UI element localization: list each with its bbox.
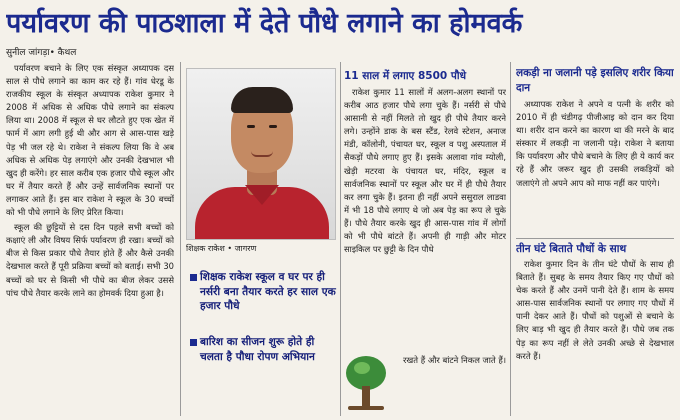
pull-quote-text: बारिश का सीजन शुरू होते ही चलता है पौधा रोपण अभियान xyxy=(200,336,315,363)
column-divider xyxy=(340,62,341,416)
photo-caption: शिक्षक राकेश • जागरण xyxy=(186,244,257,253)
caption-credit: जागरण xyxy=(234,244,257,253)
article-column-4b xyxy=(516,258,674,416)
paragraph: पर्यावरण बचाने के लिए एक संस्कृत अध्यापक दस साल से पौधे लगाने का काम कर रहे हैं। गांव धेरडू के राजकीय स्कूल के संस्कृत अध्यापक राकेश कुमार ने 2008 में अधिक से अधिक पौधे लगाने का संकल्प लिया था। 2008 में स्कूल से घर लौटते हुए एक खेत में फार्म में आग लगी हुई थी और आग से आस-पास खड़े पेड़ भी जल रहे थे। राकेश ने संकल्प लिया कि वे अब अधिक से अधिक पेड़ लगाएंगे और उनकी देखभाल भी खुद ही करेंगे। हर साल करीब एक हजार पौधे स्कूल और घर में तैयार करते हैं और उन्हें सार्वजनिक स्थानों पर लगाकर आते हैं। इस बार राकेश ने स्कूल के 30 बच्चों को भी पौधे लगाने के लिए प्रेरित किया। xyxy=(6,63,174,218)
teacher-photo xyxy=(186,68,336,240)
byline-place: कैथल xyxy=(57,48,77,58)
pull-quote xyxy=(190,270,340,330)
byline-author: सुनील जांगड़ा xyxy=(6,48,50,58)
section-heading: लकड़ी ना जलानी पड़े इसलिए शरीर किया दान xyxy=(516,67,674,94)
column-3-tail: रखते हैं और बांटने निकल जाते हैं। xyxy=(403,355,506,365)
bullet-icon xyxy=(190,339,197,346)
pull-quote xyxy=(190,335,340,385)
photo-smile xyxy=(251,151,273,157)
tree-ground xyxy=(348,406,384,410)
pull-quote-text: शिक्षक राकेश स्कूल व घर पर ही नर्सरी बना तैयार करते हर साल एक हजार पौधे xyxy=(200,271,336,312)
column-divider xyxy=(510,62,511,416)
article-column-3 xyxy=(344,86,506,354)
tree-trunk xyxy=(362,386,370,408)
tree-icon xyxy=(344,356,388,412)
column-divider xyxy=(180,62,181,416)
tree-highlight xyxy=(354,362,370,374)
section-divider xyxy=(516,238,674,239)
photo-eye xyxy=(269,125,277,128)
paragraph: स्कूल की छुट्टियों से दस दिन पहले सभी बच्चों को कक्षाएं ली और विषय सिर्फ पर्यावरण ही रखा। बच्चों को बीज से किस प्रकार पौधे तैयार होते हैं और कैसे उनकी देखभाल करते हैं पूरी प्रक्रिया बच्चों को बताई। सभी 30 बच्चों को घर से किसी भी पौधे का बीज लेकर उससे पांच पौधे तैयार करके लाने का होमवर्क दिया हुआ है। xyxy=(6,222,174,298)
paragraph: राकेश कुमार दिन के तीन घंटे पौधों के साथ ही बिताते हैं। सुबह के समय तैयार किए गए पौधों को चेक करते हैं और उनमें पानी देते हैं। शाम के समय आस-पास सार्वजनिक स्थानों पर लगाए गए पौधों में पानी देकर आते हैं। पौधों को पशुओं से बचाने के लिए बाड़ भी खुद ही तैयार करते हैं। पौधे जब तक पेड़ का रूप नहीं ले लेते उनकी अच्छे से देखभाल करते हैं। xyxy=(516,259,674,361)
paragraph: राकेश कुमार 11 सालों में अलग-अलग स्थानों पर करीब आठ हजार पौधे लगा चुके हैं। नर्सरी से पौधे आसानी से नहीं मिलते तो खुद ही पौधे तैयार करने लगे। उन्होंने डाक के बस स्टैंड, रेलवे स्टेशन, अनाज मंडी, कॉलोनी, पंचायत घर, स्कूल व पशु अस्पताल में सैकड़ों पौधे लगाए हुए हैं। इसके अलावा गांव म्योली, खेड़ी मटरवा के पंचायत घर, मंदिर, स्कूल व सार्वजनिक स्थानों पर स्कूल और घर में ही पौधे तैयार कर लगा चुके हैं। इतना ही नहीं अपने ससुराल लाडवा में भी 18 पौधे लगाए थे जो अब पेड़ का रूप ले चुके हैं। पौधे तैयार करके खुद ही आस-पास गांव में लोगों को भी पौधे बांटते हैं। अपनी ही गाड़ी और मोटर साइकिल पर छुट्टी के दिन पौधे xyxy=(344,87,506,255)
bullet-icon xyxy=(190,274,197,281)
paragraph: अध्यापक राकेश ने अपने व पत्नी के शरीर को 2010 में ही चंडीगढ़ पीजीआइ को दान कर दिया था। शरीर दान करने का कारण था की मरने के बाद संस्कार में लकड़ी ना जलानी पड़े। राकेश ने बताया कि पर्यावरण और पौधे बचाने के लिए ही ये कार्य कर रहे हैं और जरूर खुद ही उसकी लकड़ियों को जलाएंगे तो अपने आप को माफ नहीं कर पाएंगे। xyxy=(516,99,674,188)
byline: सुनील जांगड़ा• कैथल xyxy=(6,48,77,58)
photo-eye xyxy=(247,125,255,128)
headline: पर्यावरण की पाठशाला में देते पौधे लगाने का होमवर्क xyxy=(6,8,523,39)
section-heading: 11 साल में लगाए 8500 पौधे xyxy=(344,70,467,82)
article-column-4a xyxy=(516,98,674,234)
caption-text: शिक्षक राकेश xyxy=(186,244,225,253)
article-column-1 xyxy=(6,62,174,416)
section-heading: तीन घंटे बिताते पौधों के साथ xyxy=(516,243,627,255)
photo-hair xyxy=(231,87,293,113)
